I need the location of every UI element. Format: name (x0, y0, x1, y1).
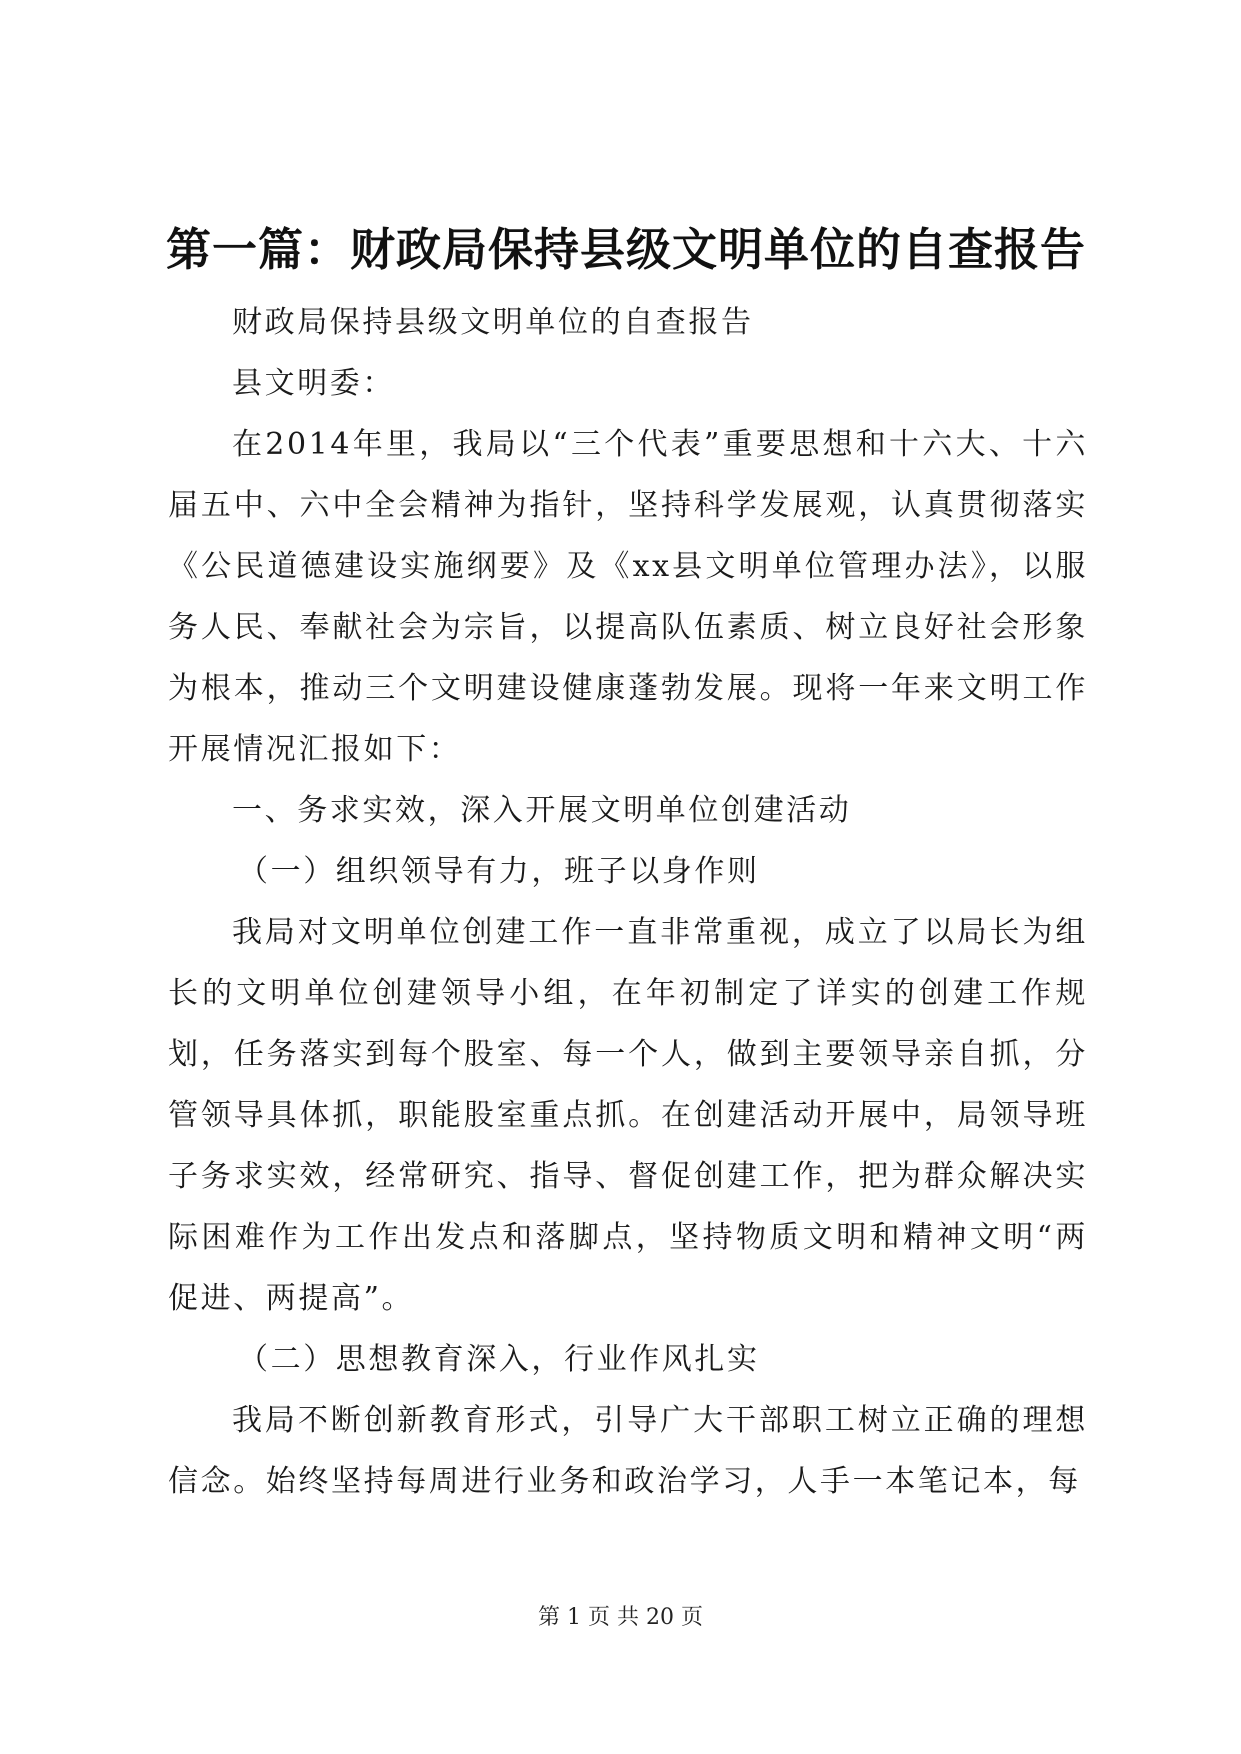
page-number-label: 第 1 页 共 20 页 (538, 1605, 703, 1630)
document-body (168, 292, 1088, 1512)
subtitle-paragraph: 财政局保持县级文明单位的自查报告 (232, 305, 754, 340)
body-paragraph-2: 我局不断创新教育形式，引导广大干部职工树立正确的理想信念。始终坚持每周进行业务和政治学习，人手一本笔记本，每 (168, 1403, 1088, 1499)
subsection-heading-2: （二）思想教育深入，行业作风扎实 (238, 1342, 760, 1377)
page-footer (0, 1604, 1241, 1632)
intro-paragraph: 在2014年里，我局以“三个代表”重要思想和十六大、十六届五中、六中全会精神为指针，坚持科学发展观，认真贯彻落实《公民道德建设实施纲要》及《xx县文明单位管理办法》，以服务人民、奉献社会为宗旨，以提高队伍素质、树立良好社会形象为根本，推动三个文明建设健康蓬勃发展。现将一年来文明工作开展情况汇报如下： (168, 427, 1088, 767)
salutation-paragraph: 县文明委： (232, 366, 395, 401)
document-title: 第一篇：财政局保持县级文明单位的自查报告 (166, 223, 1087, 276)
body-paragraph-1: 我局对文明单位创建工作一直非常重视，成立了以局长为组长的文明单位创建领导小组，在年初制定了详实的创建工作规划，任务落实到每个股室、每一个人，做到主要领导亲自抓，分管领导具体抓，职能股室重点抓。在创建活动开展中，局领导班子务求实效，经常研究、指导、督促创建工作，把为群众解决实际困难作为工作出发点和落脚点，坚持物质文明和精神文明“两促进、两提高”。 (168, 915, 1088, 1316)
section-heading-1: 一、务求实效，深入开展文明单位创建活动 (232, 793, 852, 828)
subsection-heading-1: （一）组织领导有力，班子以身作则 (238, 854, 760, 889)
